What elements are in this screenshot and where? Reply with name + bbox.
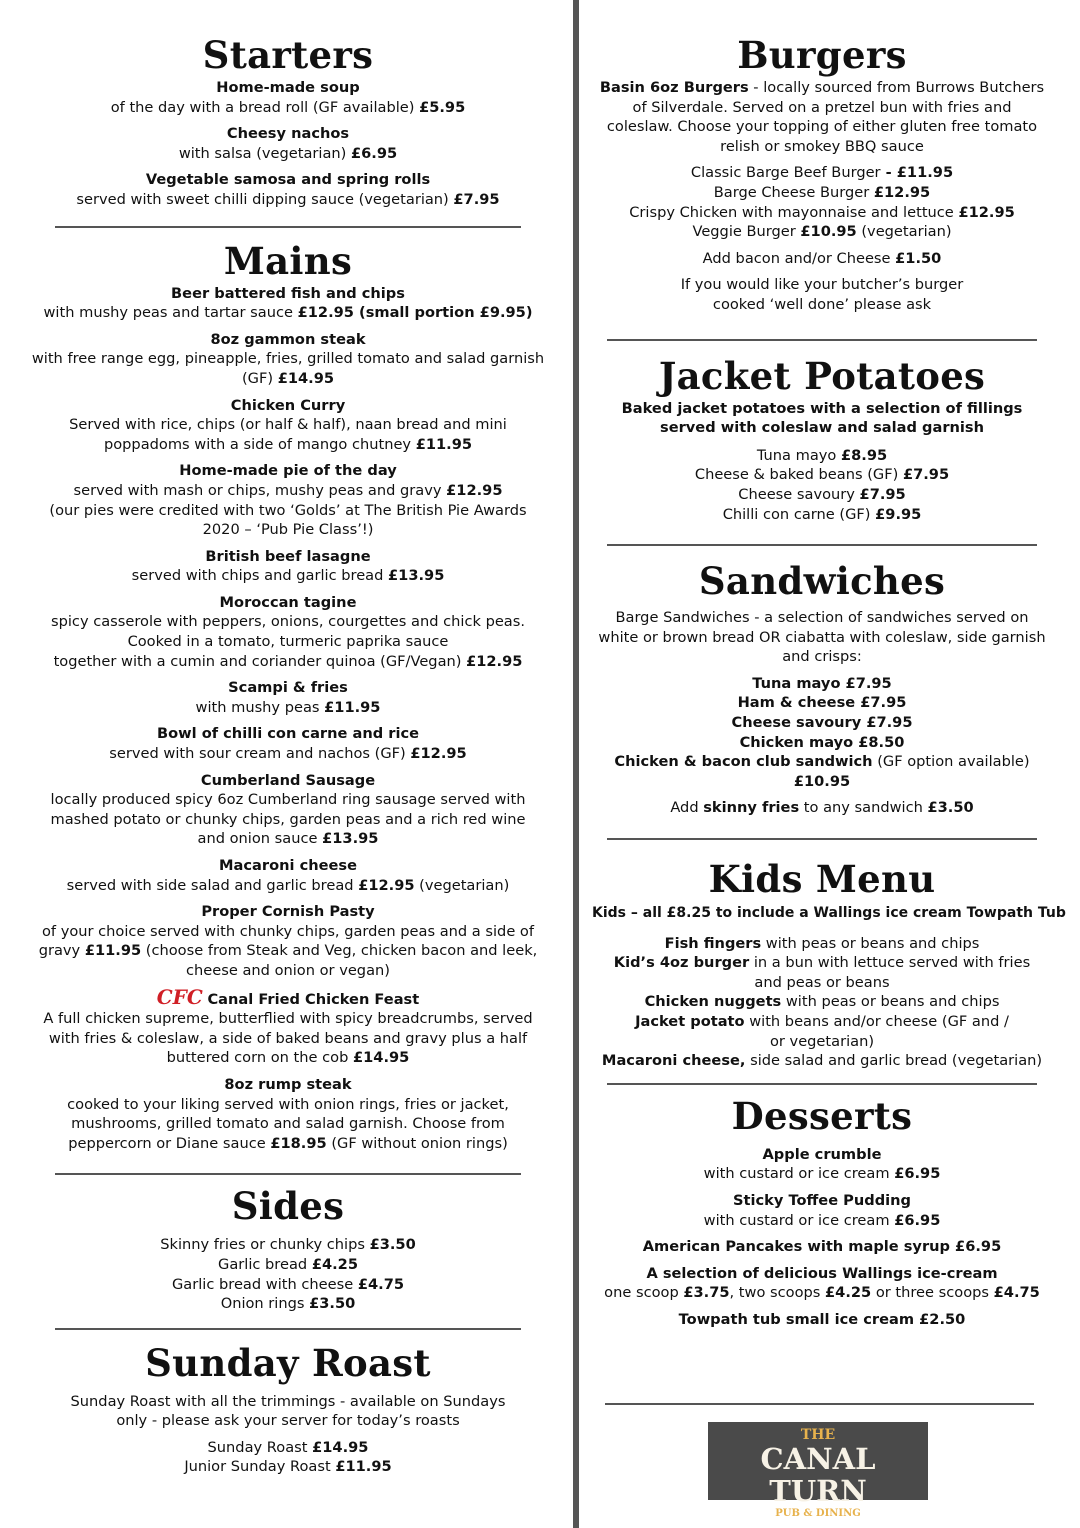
kids-item-name: Macaroni cheese, [601, 1052, 746, 1070]
kids-intro [592, 904, 1066, 924]
sandwiches-list [598, 674, 1046, 792]
item-name: Home-made soup [216, 79, 360, 96]
item-name: Cheesy nachos [226, 125, 350, 143]
menu-item-samosa [28, 170, 548, 209]
item-desc: with custard or ice cream [703, 1211, 890, 1229]
note-line: If you would like your butcher’s burger [680, 276, 964, 294]
burgers-addon [598, 249, 1046, 269]
jacket-beans: Cheese & baked beans (GF) [694, 466, 899, 484]
item-name: Sticky Toffee Pudding [733, 1191, 911, 1209]
item-price: £4.75 [357, 1275, 405, 1293]
item-name: Moroccan tagine [219, 593, 357, 611]
kids-item-desc: with beans and/or cheese (GF and / or vegetarian) [744, 1013, 1009, 1050]
item-price: £8.95 [840, 446, 888, 464]
item-price: £12.95 [446, 481, 503, 499]
item-price: £7.95 [902, 466, 950, 484]
item-desc: with custard or ice cream [703, 1165, 890, 1183]
item-desc: A full chicken supreme, butterflied with spicy breadcrumbs, served with fries & coleslaw, a side of baked beans and gravy plus a half buttered corn on the cob [43, 1010, 533, 1067]
jacket-list [598, 446, 1046, 524]
item-desc-suffix: (GF option available) [872, 753, 1030, 771]
item-price: £12.95 [358, 876, 415, 894]
menu-item-toffee [598, 1191, 1046, 1230]
item-price: £14.95 [277, 369, 335, 387]
kids-item-desc: in a bun with lettuce served with fries and peas or beans [749, 954, 1031, 991]
item-name: Bowl of chilli con carne and rice [156, 725, 420, 743]
item-price: £10.95 [800, 223, 857, 241]
item-price: £11.95 [415, 435, 473, 453]
item-name: Apple crumble [762, 1145, 882, 1163]
item-price: £11.95 [84, 942, 142, 960]
addon-text: to any sandwich [799, 799, 928, 817]
kids-item-name: Fish fingers [664, 934, 762, 952]
menu-item-pasty [28, 902, 548, 980]
item-desc: of your choice served with chunky chips, garden peas and a side of gravy [38, 922, 534, 960]
menu-item-tagine [28, 593, 548, 671]
item-desc: , two scoops [729, 1284, 826, 1302]
sandwich-item: Cheese savoury £7.95 [731, 714, 913, 732]
kids-item-desc: with peas or beans and chips [761, 934, 980, 952]
logo-line-the: THE [800, 1427, 836, 1443]
item-desc-suffix: (vegetarian) [861, 223, 952, 241]
item-price: £9.95 [875, 505, 922, 523]
item-note: (our pies were credited with two ‘Golds’ at The British Pie Awards 2020 – ‘Pub Pie Class’!) [49, 501, 527, 539]
item-desc-suffix: (choose from Steak and Veg, chicken bacon and leek, cheese and onion or vegan) [145, 942, 538, 979]
item-price: £12.95 (small portion £9.95) [297, 304, 533, 322]
item-desc: or three scoops [871, 1284, 994, 1302]
logo-line-name: CANAL TURN [760, 1442, 876, 1508]
item-price: £10.95 [793, 772, 851, 790]
side-fries: Skinny fries or chunky chips [160, 1236, 365, 1254]
item-desc: with mushy peas and tartar sauce [43, 304, 293, 322]
item-price: £12.95 [873, 183, 931, 201]
canal-turn-logo [708, 1422, 928, 1519]
desserts-heading: Desserts [731, 1093, 913, 1138]
menu-item-scampi [28, 678, 548, 717]
item-desc: served with sweet chilli dipping sauce (vegetarian) [76, 190, 449, 208]
item-name: Cumberland Sausage [200, 771, 376, 789]
item-price: £12.95 [410, 745, 467, 763]
item-name: Scampi & fries [228, 679, 348, 697]
section-divider [607, 838, 1037, 840]
jacket-tuna: Tuna mayo [756, 446, 837, 464]
burger-crispy: Crispy Chicken with mayonnaise and lettuce [629, 203, 954, 221]
item-desc: spicy casserole with peppers, onions, courgettes and chick peas. [51, 613, 525, 631]
item-name: American Pancakes with maple syrup £6.95 [642, 1238, 1002, 1256]
item-desc: served with sour cream and nachos (GF) [109, 745, 406, 763]
item-name: Beer battered fish and chips [171, 284, 405, 302]
menu-item-sausage [28, 771, 548, 849]
menu-item-lasagne [28, 547, 548, 586]
section-divider [55, 1328, 521, 1330]
logo-line-tagline: PUB & DINING [775, 1508, 861, 1519]
sandwich-item: Ham & cheese £7.95 [737, 694, 907, 712]
sandwich-item: Chicken mayo £8.50 [739, 733, 905, 751]
item-desc: with salsa (vegetarian) [178, 144, 347, 162]
roast-item: Sunday Roast [207, 1438, 308, 1456]
item-desc: locally produced spicy 6oz Cumberland ring sausage served with mashed potato or chunky chips, garden peas and a rich red wine and onion sauce [50, 791, 526, 848]
section-divider [55, 1173, 521, 1175]
item-desc: with mushy peas [195, 698, 320, 716]
intro-text: - locally sourced from Burrows Butchers of Silverdale. Served on a pretzel bun with fries and coleslaw. Choose your topping of either gluten free tomato relish or smokey BBQ sauce [606, 79, 1045, 155]
item-name: Chicken Curry [230, 396, 346, 414]
burgers-heading: Burgers [737, 33, 907, 77]
item-price: £4.25 [311, 1255, 358, 1273]
burgers-intro [598, 78, 1046, 156]
section-divider [607, 1083, 1037, 1085]
menu-item-icecream [598, 1264, 1046, 1303]
burger-veggie: Veggie Burger [692, 223, 796, 241]
starters-heading: Starters [202, 33, 374, 77]
item-desc: together with a cumin and coriander quinoa (GF/Vegan) [53, 652, 462, 670]
item-price: £11.95 [324, 698, 381, 716]
column-divider [573, 0, 579, 1528]
intro-text: Baked jacket potatoes with a selection of fillings served with coleslaw and salad garnish [621, 399, 1023, 437]
kids-list [598, 934, 1046, 1071]
item-price: £18.95 [270, 1134, 327, 1152]
sides-list [28, 1235, 548, 1313]
intro-bold: Basin 6oz Burgers [599, 79, 749, 96]
side-garlic-bread: Garlic bread [218, 1255, 308, 1273]
burger-cheese: Barge Cheese Burger [713, 183, 870, 201]
addon-bold: skinny fries [703, 799, 800, 817]
menu-item-macaroni [28, 856, 548, 895]
sandwiches-intro [598, 608, 1046, 667]
item-price: £12.95 [958, 203, 1015, 221]
menu-item-gammon [28, 330, 548, 389]
item-desc-suffix: (GF without onion rings) [331, 1134, 508, 1152]
item-desc: Served with rice, chips (or half & half), naan bread and mini poppadoms with a side of mango chutney [69, 416, 507, 453]
cfc-logo: CFC [156, 984, 203, 1009]
item-name: Proper Cornish Pasty [201, 903, 375, 921]
menu-item-rump [28, 1075, 548, 1153]
sandwich-club: Chicken & bacon club sandwich [614, 753, 873, 771]
roast-section [28, 1392, 548, 1477]
item-price: £3.50 [369, 1236, 416, 1254]
item-name: A selection of delicious Wallings ice-cream [646, 1264, 998, 1282]
menu-item-pancakes [598, 1237, 1046, 1257]
item-name: Macaroni cheese [219, 857, 357, 874]
item-name: 8oz rump steak [224, 1075, 352, 1093]
item-price: £3.50 [309, 1295, 356, 1313]
item-name: Towpath tub small ice cream £2.50 [678, 1310, 966, 1328]
kids-item-name: Kid’s 4oz burger [613, 954, 750, 972]
item-price: £14.95 [353, 1049, 410, 1067]
jacket-potatoes-heading: Jacket Potatoes [658, 353, 986, 398]
burger-classic: Classic Barge Beef Burger [690, 164, 881, 182]
item-desc: Cooked in a tomato, turmeric paprika sauce [127, 633, 449, 651]
intro-text: Kids – all £8.25 to include a Wallings ice cream Towpath Tub [592, 905, 1066, 922]
item-desc-suffix: (vegetarian) [419, 876, 510, 894]
item-price: £13.95 [388, 567, 445, 585]
menu-item-curry [28, 396, 548, 455]
item-price: £4.25 [825, 1284, 872, 1302]
menu-item-chilli [28, 724, 548, 763]
item-name: Canal Fried Chicken Feast [207, 990, 420, 1008]
jacket-savoury: Cheese savoury [738, 485, 855, 503]
kids-item-name: Chicken nuggets [644, 993, 782, 1011]
item-name: Home-made pie of the day [179, 462, 397, 480]
roast-item: Junior Sunday Roast [184, 1458, 331, 1476]
item-price: £6.95 [894, 1211, 941, 1229]
item-price: £3.50 [927, 799, 974, 817]
mains-heading: Mains [223, 238, 353, 283]
menu-item-cfc [28, 984, 548, 1068]
burgers-list [598, 163, 1046, 241]
side-garlic-cheese: Garlic bread with cheese [171, 1275, 354, 1293]
sunday-roast-heading: Sunday Roast [145, 1340, 431, 1385]
sandwich-item: Tuna mayo £7.95 [752, 674, 892, 692]
kids-item-desc: with peas or beans and chips [781, 993, 1000, 1011]
addon-text: Add [670, 799, 704, 817]
item-desc: served with chips and garlic bread [131, 567, 384, 585]
item-desc: served with mash or chips, mushy peas and gravy [73, 481, 442, 499]
item-price: £4.75 [993, 1284, 1040, 1302]
menu-item-soup [28, 78, 548, 117]
roast-desc: Sunday Roast with all the trimmings - available on Sundays only - please ask your server for today’s roasts [70, 1392, 506, 1430]
menu-item-nachos [28, 124, 548, 163]
item-price: £7.95 [453, 190, 500, 208]
item-desc: one scoop [604, 1284, 684, 1302]
item-name: British beef lasagne [205, 547, 371, 565]
section-divider [55, 226, 521, 228]
item-desc: cooked to your liking served with onion rings, fries or jacket, mushrooms, grilled tomato and salad garnish. Choose from peppercorn or Diane sauce [67, 1095, 509, 1152]
addon-text: Add bacon and/or Cheese [702, 249, 891, 267]
item-price: £6.95 [351, 144, 398, 162]
section-divider [607, 339, 1037, 341]
item-name: 8oz gammon steak [210, 330, 366, 348]
item-price: £11.95 [335, 1458, 392, 1476]
jacket-intro [598, 399, 1046, 438]
burgers-note [598, 275, 1046, 314]
section-divider [607, 544, 1037, 546]
right-column [592, 0, 1066, 1337]
menu-item-pie [28, 461, 548, 539]
left-column [28, 0, 548, 1484]
kids-item-name: Jacket potato [635, 1013, 745, 1030]
item-desc: with free range egg, pineapple, fries, grilled tomato and salad garnish (GF) [31, 350, 545, 387]
sandwiches-addon [598, 798, 1046, 818]
item-price: £14.95 [312, 1438, 369, 1456]
item-desc: of the day with a bread roll (GF available) [110, 98, 415, 116]
item-price: £13.95 [322, 830, 379, 848]
jacket-chilli: Chilli con carne (GF) [722, 505, 871, 523]
section-divider [605, 1403, 1034, 1405]
note-line: cooked ‘well done’ please ask [712, 295, 932, 313]
menu-item-crumble [598, 1145, 1046, 1184]
menu-item-fish [28, 284, 548, 323]
item-price: £12.95 [466, 652, 523, 670]
side-onion-rings: Onion rings [220, 1295, 305, 1313]
item-price: £3.75 [683, 1284, 730, 1302]
sandwiches-heading: Sandwiches [698, 559, 946, 604]
item-price: £7.95 [859, 485, 906, 503]
item-desc: served with side salad and garlic bread [66, 876, 354, 894]
kids-item-desc: side salad and garlic bread (vegetarian) [745, 1052, 1043, 1070]
intro-text: Barge Sandwiches - a selection of sandwiches served on white or brown bread OR ciabatta with coleslaw, side garnish and crisps: [598, 609, 1046, 666]
item-price: £5.95 [419, 98, 466, 116]
kids-menu-heading: Kids Menu [708, 857, 936, 902]
item-price: £1.50 [895, 249, 942, 267]
menu-item-towpath [598, 1310, 1046, 1330]
item-name: Vegetable samosa and spring rolls [145, 171, 431, 189]
item-price: - £11.95 [880, 164, 954, 182]
sides-heading: Sides [231, 1184, 345, 1229]
item-price: £6.95 [894, 1165, 941, 1183]
